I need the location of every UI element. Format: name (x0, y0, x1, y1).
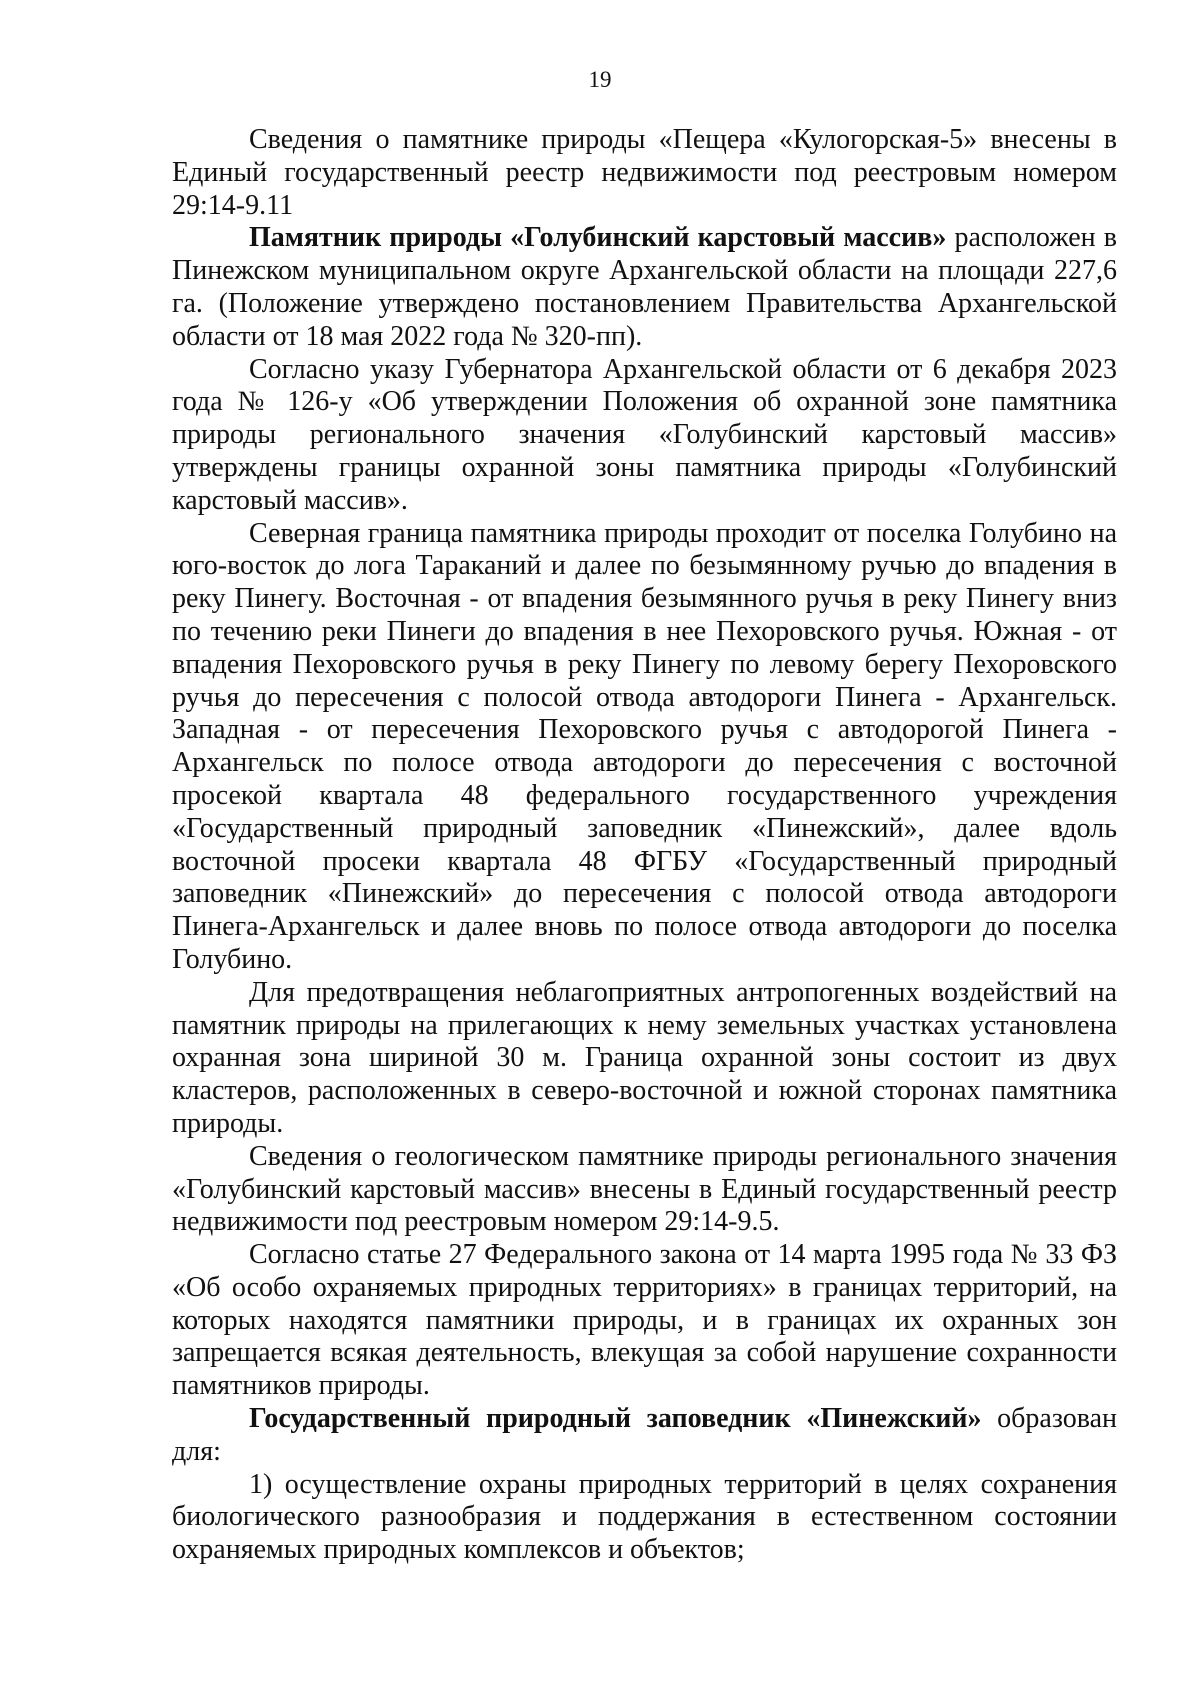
paragraph-heading-pinezhsky: Государственный природный заповедник «Пинежский» (249, 1403, 982, 1435)
paragraph-text: Для предотвращения неблагоприятных антропогенных воздействий на памятник природы на прилегающих к нему земельных участках установлена охранная зона шириной 30 м. Граница охранной зоны состоит из двух кластеров, расположенных в северо-восточной и южной сторонах памятника природы. (172, 976, 1117, 1139)
paragraph-golubinsky-registry (172, 1141, 1117, 1239)
paragraph-text: Северная граница памятника природы проходит от поселка Голубино на юго-восток до лога Тараканий и далее по безымянному ручью до впадения в реку Пинегу. Восточная - от впадения безымянного ручья в реку Пинегу вниз по течению реки Пинеги до впадения в нее Пехоровского ручья. Южная - от впадения Пехоровского ручья в реку Пинегу по левому берегу Пехоровского ручья до пересечения с полосой отвода автодороги Пинега - Архангельск. Западная - от пересечения Пехоровского ручья с автодорогой Пинега - Архангельск по полосе отвода автодороги до пересечения с восточной просекой квартала 48 федерального государственного учреждения «Государственный природный заповедник «Пинежский», далее вдоль восточной просеки квартала 48 ФГБУ «Государственный природный заповедник «Пинежский» до пересечения с полосой отвода автодороги Пинега-Архангельск и далее вновь по полосе отвода автодороги до поселка Голубино. (172, 517, 1117, 975)
paragraph-federal-law (172, 1239, 1117, 1403)
paragraph-protection-zone (172, 977, 1117, 1141)
paragraph-heading-golubinsky: Памятник природы «Голубинский карстовый массив» (249, 222, 947, 254)
paragraph-governor-decree (172, 354, 1117, 518)
paragraph-pinezhsky-reserve (172, 1403, 1117, 1469)
document-body (172, 124, 1117, 1567)
paragraph-text: Согласно статье 27 Федерального закона от 14 марта 1995 года № 33 ФЗ «Об особо охраняемых природных территориях» в границах территорий, на которых находятся памятники природы, и в границах их охранных зон запрещается всякая деятельность, влекущая за собой нарушение сохранности памятников природы. (172, 1239, 1117, 1402)
page-number: 19 (588, 67, 612, 92)
paragraph-text: 1) осуществление охраны природных территорий в целях сохранения биологического разнообразия и поддержания в естественном состоянии охраняемых природных комплексов и объектов; (172, 1468, 1117, 1566)
paragraph-golubinsky-location (172, 222, 1117, 353)
paragraph-boundaries (172, 518, 1117, 977)
paragraph-text: Согласно указу Губернатора Архангельской области от 6 декабря 2023 года № 126-у «Об утверждении Положения об охранной зоне памятника природы регионального значения «Голубинский карстовый массив» утверждены границы охранной зоны памятника природы «Голубинский карстовый массив». (172, 353, 1117, 516)
paragraph-kulogorskaya-registry (172, 124, 1117, 222)
paragraph-text: Сведения о памятнике природы «Пещера «Кулогорская-5» внесены в Единый государственный реестр недвижимости под реестровым номером 29:14-9.11 (172, 124, 1117, 221)
paragraph-text: Сведения о геологическом памятнике природы регионального значения «Голубинский карстовый массив» внесены в Единый государственный реестр недвижимости под реестровым номером 29:14-9.5. (172, 1140, 1117, 1238)
paragraph-text: расположен в Пинежском муниципальном округе Архангельской области на площади 227,6 га. (Положение утверждено постановлением Правительства Архангельской области от 18 мая 2022 года № 320-пп). (172, 222, 1117, 352)
paragraph-text: образован для: (172, 1403, 1117, 1467)
list-item-1 (172, 1469, 1117, 1567)
